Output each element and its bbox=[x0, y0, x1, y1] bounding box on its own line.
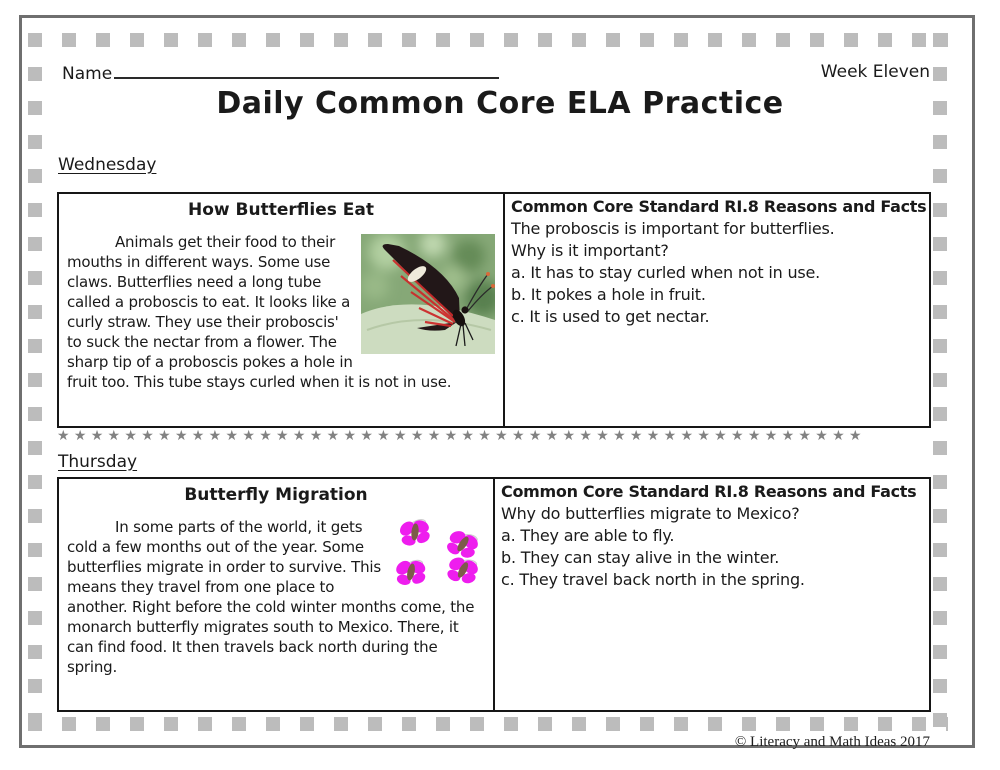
answer-choice-a: a. It has to stay curled when not in use. bbox=[511, 263, 821, 282]
question-line: Why do butterflies migrate to Mexico? bbox=[501, 504, 800, 523]
dashed-border-top bbox=[28, 33, 948, 47]
passage-title: Butterfly Migration bbox=[184, 485, 368, 505]
answer-choice-b: b. They can stay alive in the winter. bbox=[501, 548, 780, 567]
pink-butterflies-clipart bbox=[395, 517, 485, 593]
passage-text: In some parts of the world, it gets cold a few months out of the year. Some butterflies migrate in order to survive. This means they travel from one place to another. Right before the cold winter months come, the monarch butterfly migrates south to Mexico. There, it can find food. It then travels back north during the spring. bbox=[67, 518, 475, 676]
answer-choice-a: a. They are able to fly. bbox=[501, 526, 675, 545]
standard-header: Common Core Standard RI.8 Reasons and Facts bbox=[511, 197, 927, 216]
thursday-passage-cell bbox=[59, 479, 495, 710]
question-line: Why is it important? bbox=[511, 241, 669, 260]
name-row bbox=[62, 60, 499, 84]
standard-header: Common Core Standard RI.8 Reasons and Facts bbox=[501, 482, 917, 501]
dashed-border-right bbox=[933, 33, 947, 731]
wednesday-passage-cell bbox=[59, 194, 505, 426]
thursday-table bbox=[57, 477, 931, 712]
name-blank-line bbox=[114, 60, 499, 79]
question-line: The proboscis is important for butterflies. bbox=[511, 219, 835, 238]
passage-title: How Butterflies Eat bbox=[188, 200, 374, 220]
pink-butterfly-icon bbox=[396, 514, 434, 549]
passage-text: Animals get their food to their mouths in different ways. Some use claws. Butterflies need a long tube called a proboscis to eat. It looks like a curly straw. They use their proboscis' to suck the nectar from a flower. The sharp tip of a proboscis pokes a hole in fruit too. This tube stays curled when it is not in use. bbox=[67, 233, 452, 391]
page-title: Daily Common Core ELA Practice bbox=[216, 86, 784, 121]
dashed-border-bottom bbox=[28, 717, 948, 731]
copyright-footer: © Literacy and Math Ideas 2017 bbox=[734, 734, 930, 750]
pink-butterfly-icon bbox=[445, 553, 482, 587]
butterfly-photo bbox=[361, 234, 495, 354]
dashed-border-left bbox=[28, 33, 42, 731]
thursday-question-cell bbox=[495, 479, 929, 710]
week-label: Week Eleven bbox=[820, 62, 930, 82]
day-label-wednesday: Wednesday bbox=[58, 155, 157, 175]
wednesday-question-cell bbox=[505, 194, 929, 426]
day-label-thursday: Thursday bbox=[58, 452, 138, 472]
answer-choice-c: c. It is used to get nectar. bbox=[511, 307, 710, 326]
name-label: Name bbox=[62, 64, 113, 84]
wednesday-table bbox=[57, 192, 931, 428]
answer-choice-c: c. They travel back north in the spring. bbox=[501, 570, 805, 589]
answer-choice-b: b. It pokes a hole in fruit. bbox=[511, 285, 706, 304]
star-divider: ★★★★★★★★★★★★★★★★★★★★★★★★★★★★★★★★★★★★★★★★★★★★★★★★ bbox=[57, 428, 866, 444]
pink-butterfly-icon bbox=[394, 556, 429, 588]
